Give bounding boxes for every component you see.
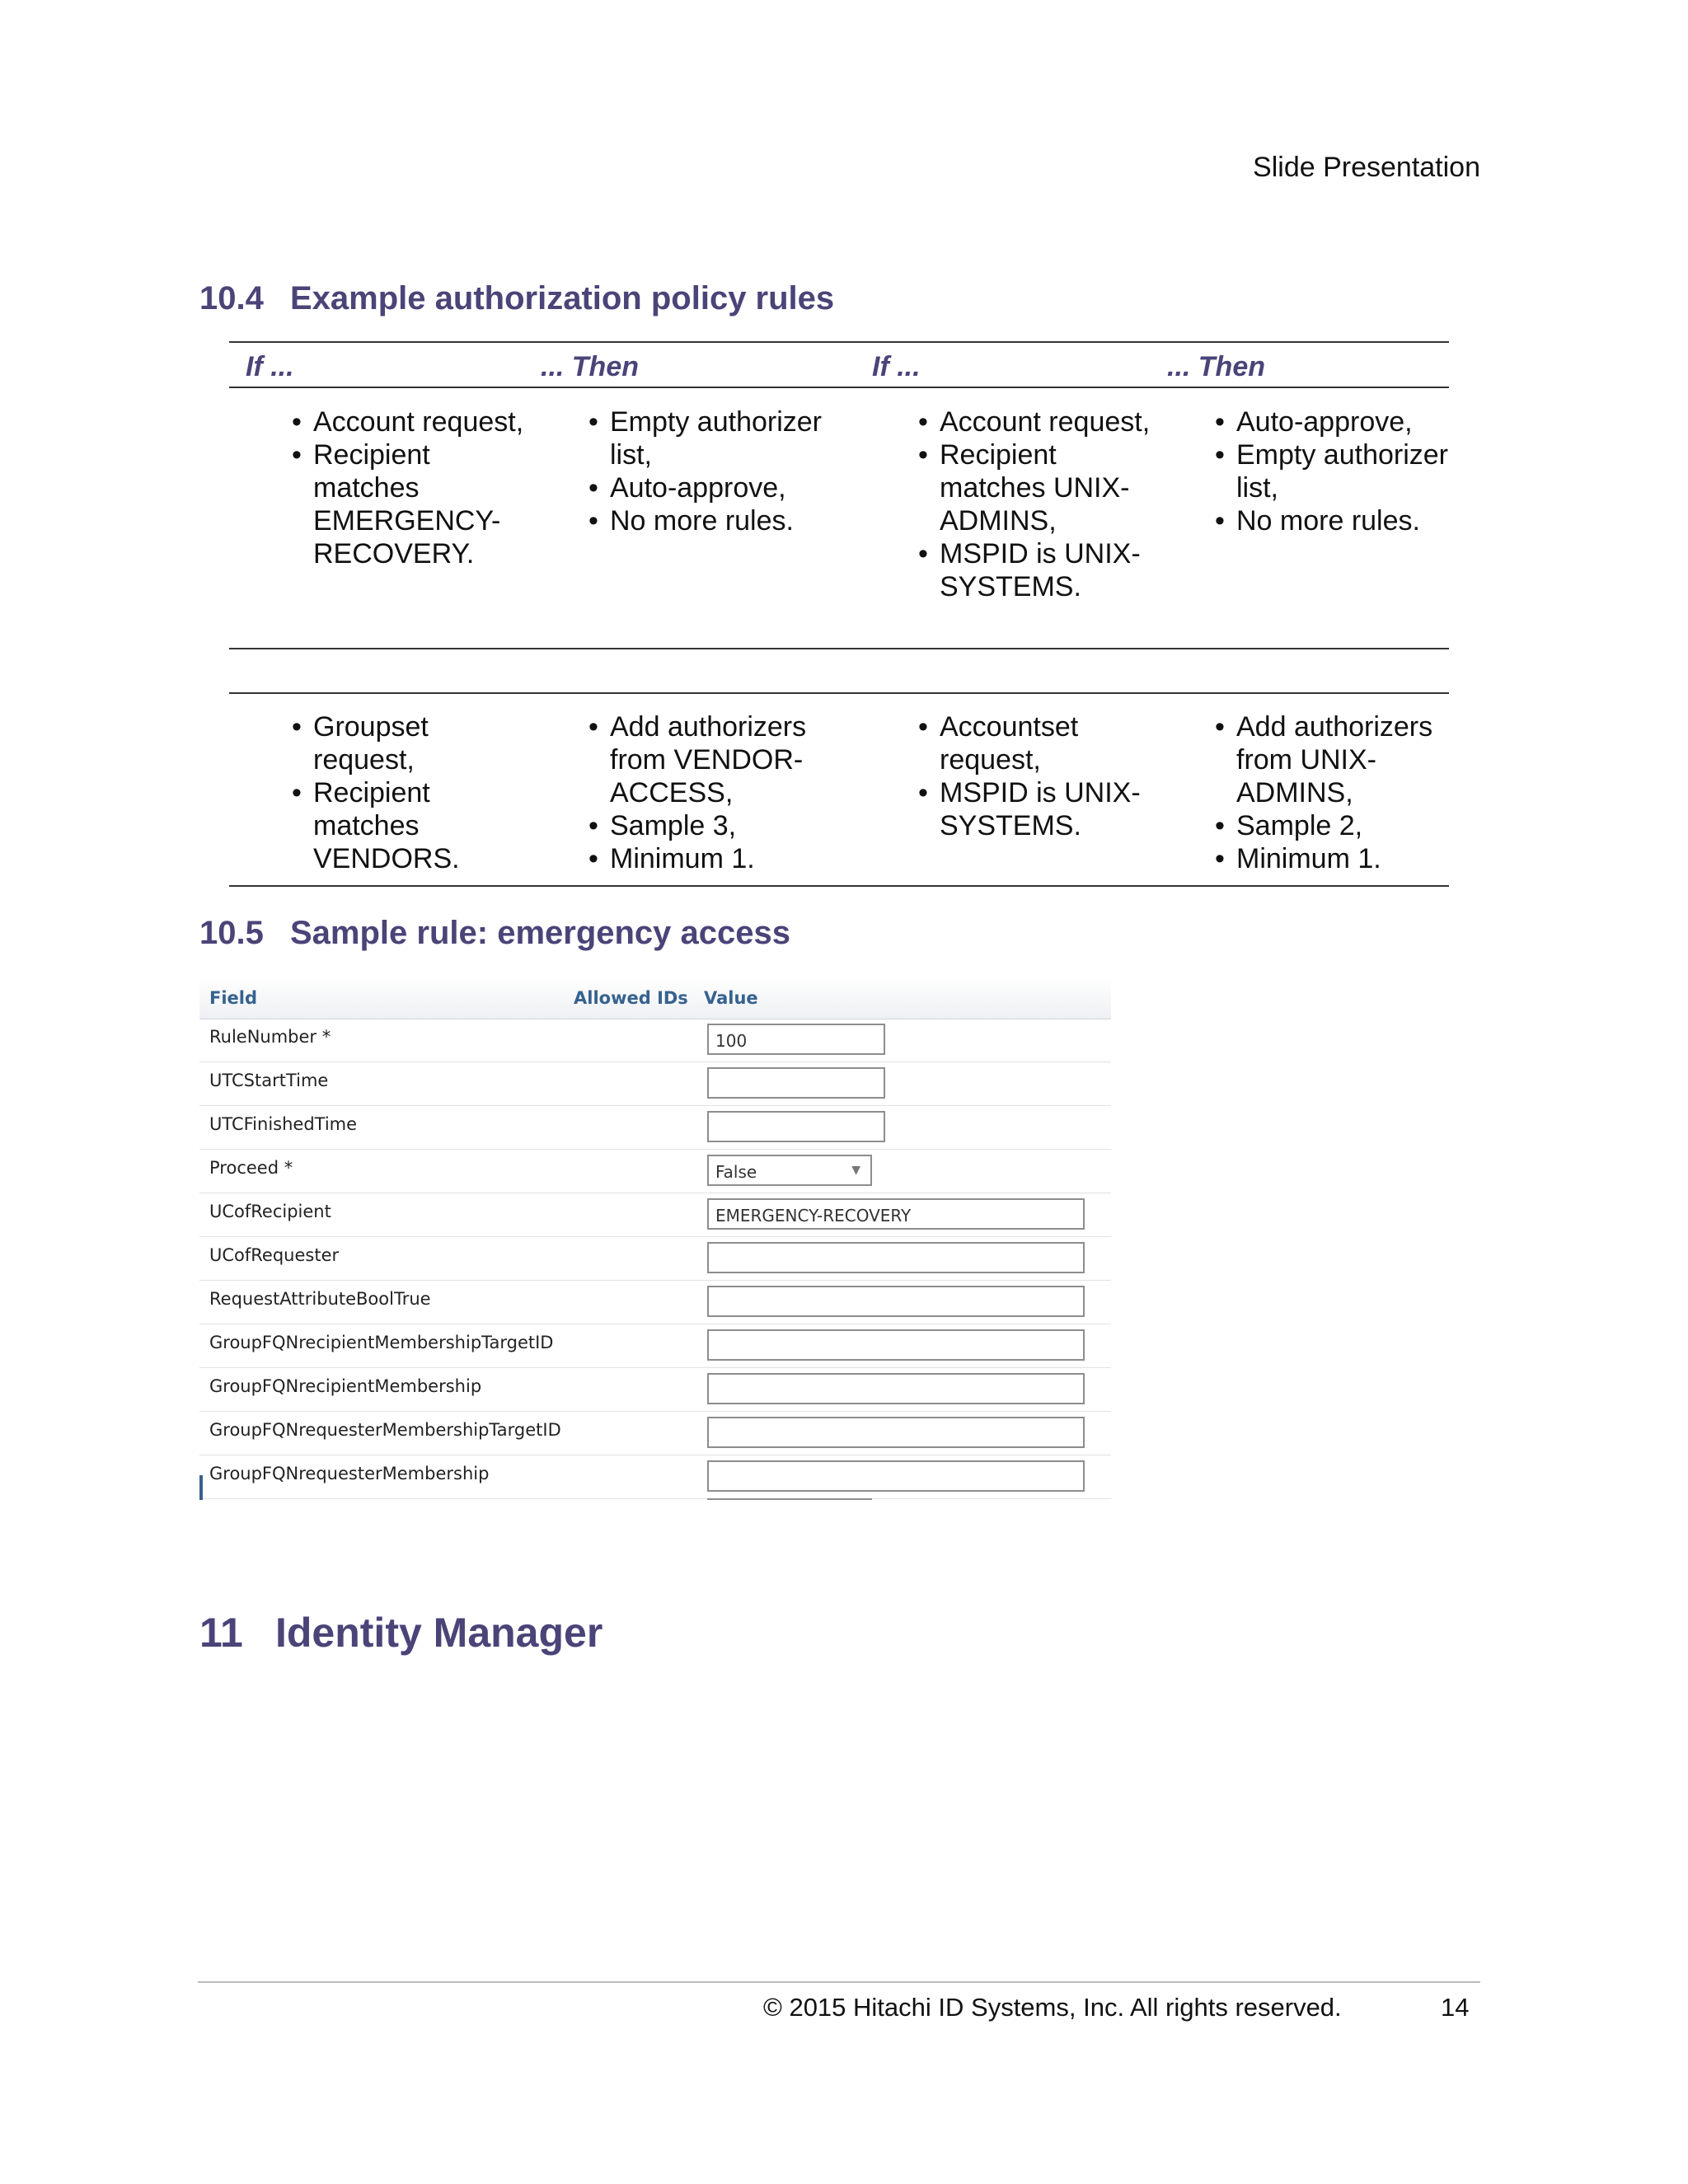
list-item: • Auto-approve, xyxy=(585,471,857,504)
field-label: GroupFQNrecipientMembershipTargetID xyxy=(209,1333,554,1352)
proceed-selected-value: False xyxy=(715,1162,757,1182)
table-cell xyxy=(585,710,832,875)
table-row-rule xyxy=(229,692,1449,694)
section-title: Sample rule: emergency access xyxy=(290,915,791,951)
ucofrecipient-input[interactable]: EMERGENCY-RECOVERY xyxy=(707,1198,1085,1230)
list-item: • No more rules. xyxy=(1212,504,1459,537)
form-row-groupfqnrequestermembershiptargetid xyxy=(199,1412,1111,1455)
section-number: 11 xyxy=(199,1610,243,1656)
groupfqnrecipientmembershiptargetid-input[interactable] xyxy=(707,1329,1085,1361)
groupfqnrequestermembership-input[interactable] xyxy=(707,1460,1085,1492)
field-label: GroupFQNrequesterMembership xyxy=(209,1464,490,1483)
rule-form-screenshot xyxy=(199,977,1111,1502)
list-item: • Accountset request, xyxy=(915,710,1162,776)
list-item: • Account request, xyxy=(288,405,536,438)
section-number: 10.4 xyxy=(199,280,264,316)
footer-divider xyxy=(198,1981,1480,1983)
list-item: • Add authorizers from VENDOR-ACCESS, xyxy=(585,710,832,809)
list-item: • Auto-approve, xyxy=(1212,405,1459,438)
document-header-label: Slide Presentation xyxy=(1253,152,1480,183)
utcfinishedtime-input[interactable] xyxy=(707,1111,885,1142)
form-row-requestattributebooltrue xyxy=(199,1281,1111,1324)
column-header-allowed-ids[interactable]: Allowed IDs xyxy=(574,988,688,1008)
field-label: RequestAttributeBoolTrue xyxy=(209,1289,431,1309)
table-row-rule xyxy=(229,648,1449,649)
form-row-rulenumber xyxy=(199,1019,1111,1062)
table-header-rule xyxy=(229,387,1449,388)
list-item: • Recipient matches EMERGENCY-RECOVERY. xyxy=(288,438,536,570)
table-cell xyxy=(1212,405,1459,537)
list-item: • Groupset request, xyxy=(288,710,536,776)
form-row-utcstarttime xyxy=(199,1062,1111,1106)
list-item: • Recipient matches UNIX-ADMINS, xyxy=(915,438,1162,537)
table-cell xyxy=(915,405,1162,603)
footer-copyright: © 2015 Hitachi ID Systems, Inc. All rights reserved. xyxy=(763,1993,1342,2022)
column-header-if-1: If ... xyxy=(246,351,294,382)
list-item: • Sample 2, xyxy=(1212,809,1442,842)
groupfqnrequestermembershiptargetid-input[interactable] xyxy=(707,1417,1085,1448)
form-row-utcfinishedtime xyxy=(199,1106,1111,1150)
section-10-5-heading xyxy=(199,915,790,952)
list-item: • Recipient matches VENDORS. xyxy=(288,776,536,875)
field-label: UTCFinishedTime xyxy=(209,1114,358,1134)
requestattributebooltrue-input[interactable] xyxy=(707,1286,1085,1317)
table-cell xyxy=(288,710,536,875)
list-item: • Add authorizers from UNIX-ADMINS, xyxy=(1212,710,1442,809)
section-number: 10.5 xyxy=(199,915,264,951)
groupfqnrecipientmembership-input[interactable] xyxy=(707,1373,1085,1404)
form-header-row xyxy=(199,977,1111,1019)
scrollbar-fragment xyxy=(199,1475,203,1500)
table-cell xyxy=(585,405,857,537)
table-top-rule xyxy=(229,341,1449,343)
table-cell xyxy=(1212,710,1442,875)
section-title: Identity Manager xyxy=(275,1610,603,1656)
column-header-then-2: ... Then xyxy=(1167,351,1265,382)
field-label: UCofRequester xyxy=(209,1245,340,1265)
rulenumber-input[interactable]: 100 xyxy=(707,1024,885,1055)
table-cell xyxy=(915,710,1162,842)
list-item: • Empty authorizer list, xyxy=(585,405,857,471)
form-row-groupfqnrecipientmembership xyxy=(199,1368,1111,1412)
page-number: 14 xyxy=(1441,1993,1470,2022)
field-label: UCofRecipient xyxy=(209,1202,331,1221)
list-item: • Account request, xyxy=(915,405,1162,438)
field-label: GroupFQNrecipientMembership xyxy=(209,1376,482,1396)
chevron-down-icon: ▼ xyxy=(851,1164,860,1177)
list-item: • MSPID is UNIX-SYSTEMS. xyxy=(915,537,1162,603)
section-10-4-heading xyxy=(199,280,834,317)
form-row-groupfqnrecipientmembershiptargetid xyxy=(199,1324,1111,1368)
list-item: • Minimum 1. xyxy=(585,842,832,875)
cropped-input-edge xyxy=(707,1498,872,1502)
utcstarttime-input[interactable] xyxy=(707,1067,885,1099)
list-item: • Minimum 1. xyxy=(1212,842,1442,875)
section-11-heading xyxy=(199,1609,603,1657)
form-row-ucofrecipient xyxy=(199,1193,1111,1237)
table-bottom-rule xyxy=(229,885,1449,887)
proceed-select[interactable] xyxy=(707,1155,872,1186)
list-item: • MSPID is UNIX-SYSTEMS. xyxy=(915,776,1162,842)
table-cell xyxy=(288,405,536,570)
field-label: UTCStartTime xyxy=(209,1071,329,1090)
list-item: • Empty authorizer list, xyxy=(1212,438,1459,504)
ucofrequester-input[interactable] xyxy=(707,1242,1085,1273)
form-row-proceed xyxy=(199,1150,1111,1193)
section-title: Example authorization policy rules xyxy=(290,280,835,316)
form-row-ucofrequester xyxy=(199,1237,1111,1281)
column-header-value[interactable]: Value xyxy=(704,988,758,1008)
column-header-if-2: If ... xyxy=(872,351,921,382)
column-header-then-1: ... Then xyxy=(541,351,639,382)
list-item: • Sample 3, xyxy=(585,809,832,842)
list-item: • No more rules. xyxy=(585,504,857,537)
field-label: Proceed * xyxy=(209,1158,293,1178)
field-label: GroupFQNrequesterMembershipTargetID xyxy=(209,1420,561,1440)
field-label: RuleNumber * xyxy=(209,1027,331,1047)
column-header-field[interactable]: Field xyxy=(209,988,258,1008)
form-row-groupfqnrequestermembership xyxy=(199,1455,1111,1499)
